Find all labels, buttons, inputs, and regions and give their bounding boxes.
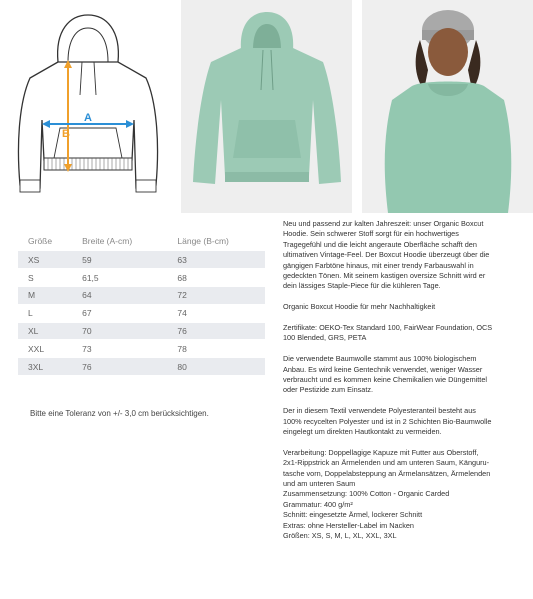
size-cell: XS: [18, 251, 72, 269]
size-cell: S: [18, 269, 72, 287]
width-cell: 70: [72, 322, 167, 340]
hoodie-outline-diagram: [0, 0, 171, 213]
length-cell: 78: [167, 340, 265, 358]
description-polyester: Der in diesem Textil verwendete Polyesteranteil besteht aus 100% recycelten Polyester und ist in 2 Schichten Bio-Baumwolle eingelegt um direkten Hautkontakt zu vermeiden.: [283, 406, 492, 437]
model-image: [362, 0, 533, 213]
hoodie-product-photo: [181, 0, 352, 213]
length-cell: 80: [167, 358, 265, 376]
tolerance-note: Bitte eine Toleranz von +/- 3,0 cm berücksichtigen.: [30, 409, 209, 418]
hoodie-image: [181, 0, 352, 213]
length-cell: 76: [167, 322, 265, 340]
size-cell: XL: [18, 322, 72, 340]
length-cell: 72: [167, 287, 265, 305]
table-row: [18, 287, 265, 305]
table-row: [18, 269, 265, 287]
length-cell: 74: [167, 304, 265, 322]
size-cell: M: [18, 287, 72, 305]
width-cell: 61,5: [72, 269, 167, 287]
table-row: [18, 358, 265, 376]
width-cell: 59: [72, 251, 167, 269]
width-cell: 64: [72, 287, 167, 305]
size-cell: 3XL: [18, 358, 72, 376]
description-details: Verarbeitung: Doppellagige Kapuze mit Futter aus Oberstoff, 2x1-Rippstrick an Ärmelenden und am unteren Saum, Känguru- tasche vorn, Doppelabsteppung an Ärmelansätzen, Ärmelenden und am unteren Saum Zusammensetzung: 100% Cotton - Organic Carded Grammatur: 400 g/m² Schnitt: eingesetzte Ärmel, lockerer Schnitt Extras: ohne Hersteller-Label im Nacken Größen: XS, S, M, L, XL, XXL, 3XL: [283, 447, 491, 541]
description-cotton: Die verwendete Baumwolle stammt aus 100% biologischem Anbau. Es wird keine Gentechnik verwendet, weniger Wasser verbraucht und es kommen keine Chemikalien wie Düngemittel oder Pestizide zum Einsatz.: [283, 354, 488, 395]
size-cell: XXL: [18, 340, 72, 358]
model-photo: [362, 0, 533, 213]
description-certificates: Zertifikate: OEKO-Tex Standard 100, FairWear Foundation, OCS 100 Blended, GRS, PETA: [283, 323, 493, 343]
width-cell: 73: [72, 340, 167, 358]
header-size: Größe: [28, 236, 53, 246]
width-cell: 76: [72, 358, 167, 376]
measurement-diagram: [0, 0, 171, 213]
description-intro: Neu und passend zur kalten Jahreszeit: unser Organic Boxcut Hoodie. Sein schwerer Stoff sorgt für ein hochwertiges Tragegefühl und die leicht angeraute Oberfläche schafft den ultimativen Vintage-Feel. Der Boxcut Hoodie überzeugt über die gängigen Farbtöne hinaus, mit einer trendy Farbauswahl in gedeckten Tönen. Mit seinem kastigen oversize Schnitt wird er dein lässiges Staple-Piece für die kühleren Tage.: [283, 219, 490, 291]
description-sustainability: Organic Boxcut Hoodie für mehr Nachhaltigkeit: [283, 302, 436, 312]
size-cell: L: [18, 304, 72, 322]
header-width: Breite (A-cm): [82, 236, 133, 246]
label-a: A: [84, 112, 92, 124]
header-length: Länge (B-cm): [177, 236, 229, 246]
length-cell: 68: [167, 269, 265, 287]
size-table: [18, 232, 265, 376]
width-cell: 67: [72, 304, 167, 322]
length-cell: 63: [167, 251, 265, 269]
table-row: [18, 340, 265, 358]
table-row: [18, 251, 265, 269]
product-description: [283, 219, 523, 552]
size-table-header-row: [18, 232, 265, 251]
table-row: [18, 322, 265, 340]
label-b: B: [62, 128, 70, 140]
table-row: [18, 304, 265, 322]
